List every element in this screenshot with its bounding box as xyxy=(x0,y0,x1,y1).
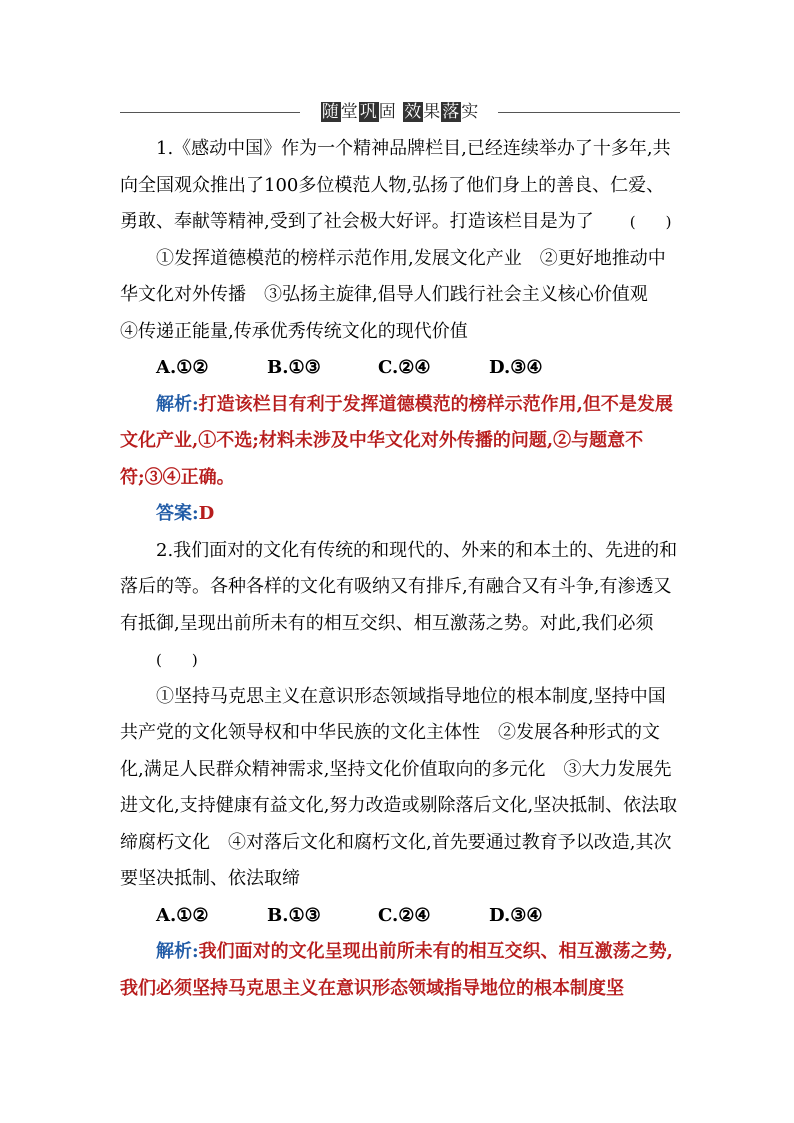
question-1-text: 1.《感动中国》作为一个精神品牌栏目,已经连续举办了十多年,共向全国观众推出了100多位模范人物,弘扬了他们身上的善良、仁爱、勇敢、奉献等精神,受到了社会极大好评。打造该栏目是为了 xyxy=(120,138,671,232)
header-char: 巩 xyxy=(359,102,378,122)
question-1-stem xyxy=(120,131,680,241)
answer-label: 答案: xyxy=(156,503,199,524)
answer-blank: ( ) xyxy=(156,651,198,669)
choice-d: D.③④ xyxy=(489,357,543,378)
choice-a: A.①② xyxy=(156,904,209,926)
question-2-text: 2.我们面对的文化有传统的和现代的、外来的和本土的、先进的和落后的等。各种各样的文化有吸纳又有排斥,有融合又有斗争,有渗透又有抵御,呈现出前所未有的相互交织、相互激荡之势。对此,我们必须 xyxy=(120,539,678,634)
question-1-answer xyxy=(120,496,680,533)
analysis-text: 打造该栏目有利于发挥道德模范的榜样示范作用,但不是发展文化产业,①不选;材料未涉及中华文化对外传播的问题,②与题意不符;③④正确。 xyxy=(120,393,673,488)
section-header xyxy=(120,100,680,124)
choice-d: D.③④ xyxy=(489,904,543,926)
answer-blank: ( ) xyxy=(629,213,672,231)
question-2-analysis xyxy=(120,934,680,1007)
header-char: 随 xyxy=(321,102,340,122)
header-char: 固 xyxy=(378,102,404,122)
answer-value: D xyxy=(198,503,215,524)
header-rule-right xyxy=(498,112,680,113)
question-2-stem xyxy=(120,533,680,679)
choice-b: B.①③ xyxy=(267,904,321,926)
header-char: 实 xyxy=(461,102,480,122)
analysis-label: 解析: xyxy=(156,393,199,415)
question-1-analysis xyxy=(120,387,680,497)
question-1-choices xyxy=(120,350,680,387)
header-rule-left xyxy=(120,112,300,113)
header-char: 效 xyxy=(404,102,423,122)
section-title xyxy=(308,100,492,124)
analysis-text: 我们面对的文化呈现出前所未有的相互交织、相互激荡之势,我们必须坚持马克思主义在意识形态领域指导地位的根本制度坚 xyxy=(120,941,673,999)
header-char: 果 xyxy=(423,102,442,122)
analysis-label: 解析: xyxy=(156,941,199,962)
question-2-choices xyxy=(120,898,680,935)
header-char: 堂 xyxy=(340,102,359,122)
question-2-options: ①坚持马克思主义在意识形态领域指导地位的根本制度,坚持中国共产党的文化领导权和中华民族的文化主体性 ②发展各种形式的文化,满足人民群众精神需求,坚持文化价值取向的多元化 ③大力发展先进文化,支持健康有益文化,努力改造或剔除落后文化,坚决抵制、依法取缔腐朽文化 ④对落后文化和腐朽文化,首先要通过教育予以改造,其次要坚决抵制、依法取缔 xyxy=(120,685,678,889)
header-char: 落 xyxy=(442,102,461,122)
choice-b: B.①③ xyxy=(267,357,321,378)
question-1-options: ①发挥道德模范的榜样示范作用,发展文化产业 ②更好地推动中华文化对外传播 ③弘扬主旋律,倡导人们践行社会主义核心价值观 ④传递正能量,传承优秀传统文化的现代价值 xyxy=(120,247,666,342)
exercise-content xyxy=(120,131,680,1007)
choice-a: A.①② xyxy=(156,357,209,378)
choice-c: C.②④ xyxy=(378,904,431,926)
choice-c: C.②④ xyxy=(378,357,431,378)
